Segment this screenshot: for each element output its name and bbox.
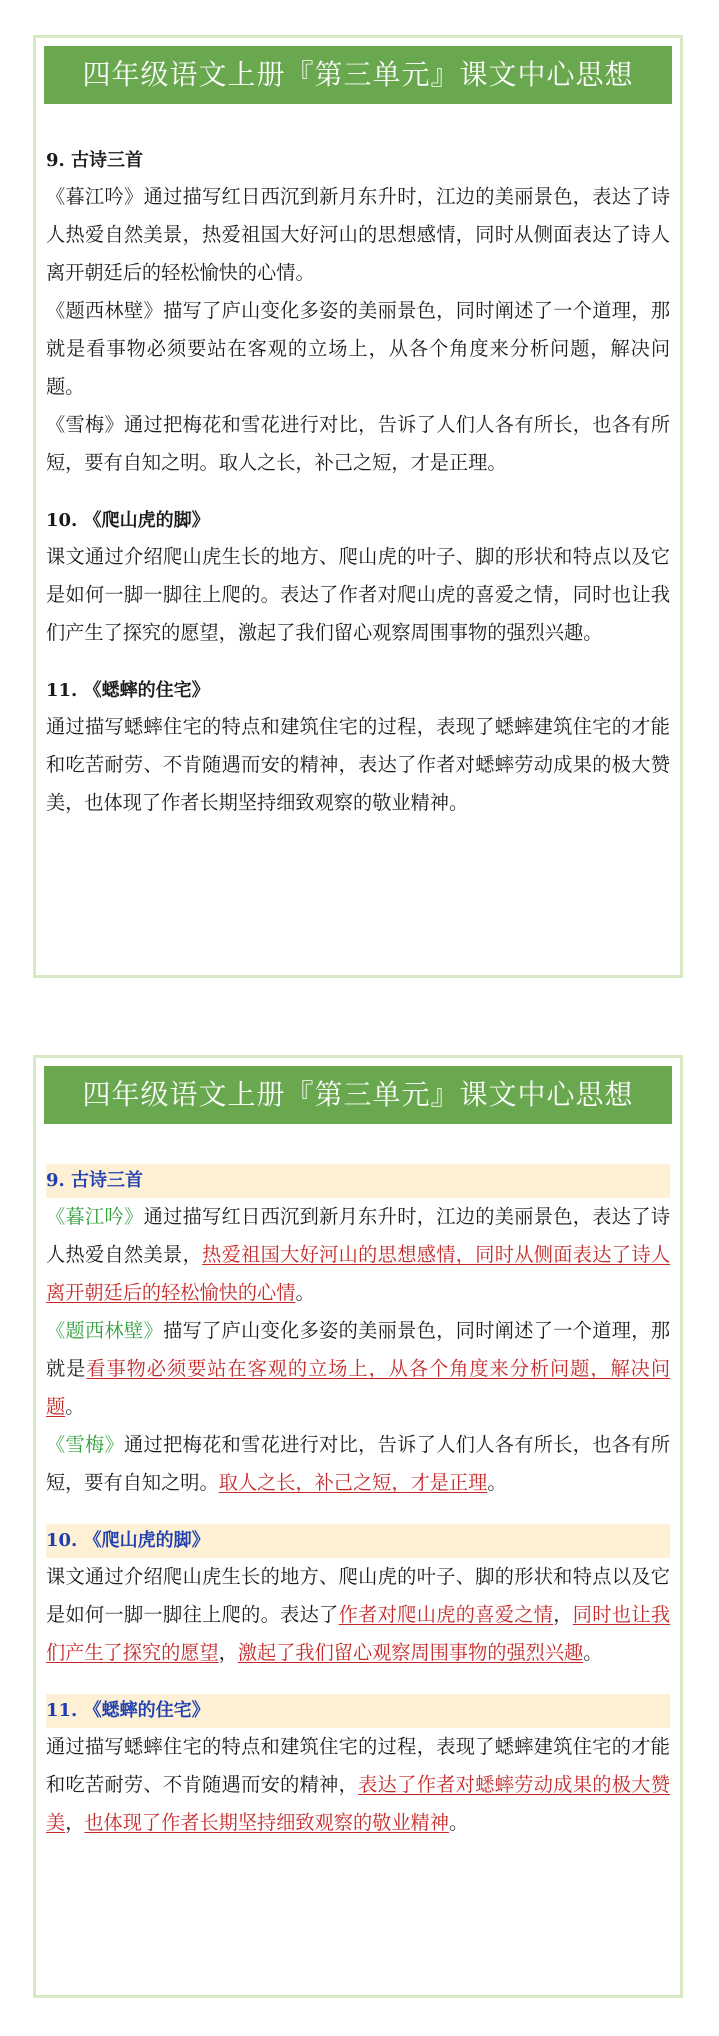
key-point: 作者对爬山虎的喜爱之情 xyxy=(338,1603,554,1626)
paragraph-xuemei: 《雪梅》通过把梅花和雪花进行对比，告诉了人们人各有所长，也各有所短，要有自知之明。取人之长，补己之短，才是正理。 xyxy=(46,1433,671,1494)
paragraph-pashanhu: 课文通过介绍爬山虎生长的地方、爬山虎的叶子、脚的形状和特点以及它是如何一脚一脚往上爬的。表达了作者对爬山虎的喜爱之情，同时也让我们产生了探究的愿望，激起了我们留心观察周围事物的强烈兴趣。 xyxy=(46,1565,671,1664)
section-xishuai xyxy=(46,674,670,822)
section-heading: 10. 《爬山虎的脚》 xyxy=(46,510,210,531)
section-gushi xyxy=(46,1164,670,1502)
section-heading: 11. 《蟋蟀的住宅》 xyxy=(46,680,210,701)
key-point: 热爱祖国大好河山的思想感情，同时从侧面表达了诗人离开朝廷后的轻松愉快的心情 xyxy=(46,1243,671,1304)
poem-title: 《题西林壁》 xyxy=(46,1319,164,1342)
section-heading: 11. 《蟋蟀的住宅》 xyxy=(46,1694,670,1728)
section-gushi xyxy=(46,144,670,482)
section-xishuai xyxy=(46,1694,670,1842)
key-point: 同时也让我们产生了探究的愿望 xyxy=(46,1603,671,1664)
poem-title: 《暮江吟》 xyxy=(46,1205,144,1228)
card-title: 四年级语文上册『第三单元』课文中心思想 xyxy=(44,46,672,104)
paragraph-mujiangyin: 《暮江吟》通过描写红日西沉到新月东升时，江边的美丽景色，表达了诗人热爱自然美景，热爱祖国大好河山的思想感情，同时从侧面表达了诗人离开朝廷后的轻松愉快的心情。 xyxy=(46,185,671,284)
key-point: 激起了我们留心观察周围事物的强烈兴趣 xyxy=(237,1641,584,1664)
highlighted-card xyxy=(33,1055,683,1998)
section-heading: 9. 古诗三首 xyxy=(46,150,144,171)
plain-card xyxy=(33,35,683,978)
key-point: 看事物必须要站在客观的立场上 xyxy=(86,1357,369,1380)
section-pashanhu xyxy=(46,504,670,652)
poem-title: 《雪梅》 xyxy=(46,1433,125,1456)
section-heading: 10. 《爬山虎的脚》 xyxy=(46,1524,670,1558)
paragraph-tixilinbi: 《题西林壁》描写了庐山变化多姿的美丽景色，同时阐述了一个道理，那就是看事物必须要站在客观的立场上，从各个角度来分析问题，解决问题。 xyxy=(46,299,671,398)
key-point: 取人之长，补己之短，才是正理 xyxy=(218,1471,488,1494)
paragraph-pashanhu: 课文通过介绍爬山虎生长的地方、爬山虎的叶子、脚的形状和特点以及它是如何一脚一脚往上爬的。表达了作者对爬山虎的喜爱之情，同时也让我们产生了探究的愿望，激起了我们留心观察周围事物的强烈兴趣。 xyxy=(46,545,671,644)
key-point: 表达了作者对蟋蟀劳动成果的极大赞美 xyxy=(46,1773,671,1834)
card-title: 四年级语文上册『第三单元』课文中心思想 xyxy=(44,1066,672,1124)
paragraph-tixilinbi: 《题西林壁》描写了庐山变化多姿的美丽景色，同时阐述了一个道理，那就是看事物必须要站在客观的立场上，从各个角度来分析问题，解决问题。 xyxy=(46,1319,671,1418)
section-pashanhu xyxy=(46,1524,670,1672)
paragraph-xuemei: 《雪梅》通过把梅花和雪花进行对比，告诉了人们人各有所长，也各有所短，要有自知之明。取人之长，补己之短，才是正理。 xyxy=(46,413,671,474)
paragraph-xishuai: 通过描写蟋蟀住宅的特点和建筑住宅的过程，表现了蟋蟀建筑住宅的才能和吃苦耐劳、不肯随遇而安的精神，表达了作者对蟋蟀劳动成果的极大赞美，也体现了作者长期坚持细致观察的敬业精神。 xyxy=(46,1735,671,1834)
paragraph-xishuai: 通过描写蟋蟀住宅的特点和建筑住宅的过程，表现了蟋蟀建筑住宅的才能和吃苦耐劳、不肯随遇而安的精神，表达了作者对蟋蟀劳动成果的极大赞美，也体现了作者长期坚持细致观察的敬业精神。 xyxy=(46,715,671,814)
section-heading: 9. 古诗三首 xyxy=(46,1164,670,1198)
key-point: 也体现了作者长期坚持细致观察的敬业精神 xyxy=(84,1811,449,1834)
paragraph-mujiangyin: 《暮江吟》通过描写红日西沉到新月东升时，江边的美丽景色，表达了诗人热爱自然美景，热爱祖国大好河山的思想感情，同时从侧面表达了诗人离开朝廷后的轻松愉快的心情。 xyxy=(46,1205,671,1304)
key-point: 从各个角度来分析问题，解决问题 xyxy=(46,1357,671,1418)
